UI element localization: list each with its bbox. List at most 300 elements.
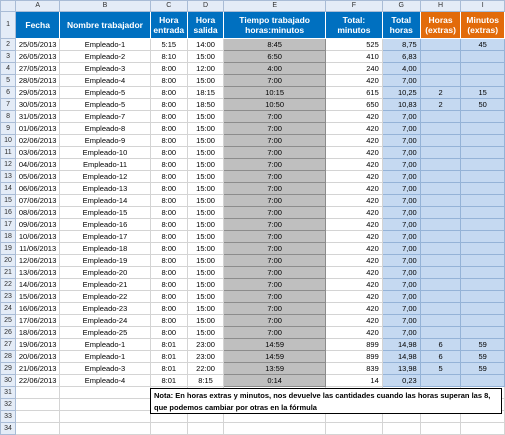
cell-total-horas[interactable]: 7,00 bbox=[382, 255, 420, 267]
cell-tiempo[interactable]: 7:00 bbox=[224, 135, 326, 147]
empty-cell[interactable] bbox=[16, 399, 60, 411]
cell-nombre[interactable]: Empleado-9 bbox=[60, 135, 150, 147]
cell-total-horas[interactable]: 7,00 bbox=[382, 291, 420, 303]
cell-salida[interactable]: 18:50 bbox=[187, 99, 223, 111]
cell-total-minutos[interactable]: 240 bbox=[326, 63, 383, 75]
cell-nombre[interactable]: Empleado-3 bbox=[60, 363, 150, 375]
cell-salida[interactable]: 8:15 bbox=[187, 375, 223, 387]
cell-total-horas[interactable]: 8,75 bbox=[382, 39, 420, 51]
cell-entrada[interactable]: 8:00 bbox=[150, 231, 187, 243]
cell-tiempo[interactable]: 7:00 bbox=[224, 159, 326, 171]
cell-entrada[interactable]: 8:00 bbox=[150, 279, 187, 291]
cell-fecha[interactable]: 04/06/2013 bbox=[16, 159, 60, 171]
cell-horas-extras[interactable] bbox=[420, 303, 461, 315]
cell-fecha[interactable]: 11/06/2013 bbox=[16, 243, 60, 255]
cell-salida[interactable]: 15:00 bbox=[187, 75, 223, 87]
cell-entrada[interactable]: 5:15 bbox=[150, 39, 187, 51]
cell-horas-extras[interactable] bbox=[420, 123, 461, 135]
cell-entrada[interactable]: 8:00 bbox=[150, 267, 187, 279]
empty-cell[interactable] bbox=[16, 411, 60, 423]
cell-nombre[interactable]: Empleado-2 bbox=[60, 51, 150, 63]
cell-total-minutos[interactable]: 420 bbox=[326, 219, 383, 231]
cell-total-horas[interactable]: 13,98 bbox=[382, 363, 420, 375]
cell-horas-extras[interactable] bbox=[420, 135, 461, 147]
row-number[interactable]: 11 bbox=[1, 147, 16, 159]
cell-entrada[interactable]: 8:00 bbox=[150, 183, 187, 195]
cell-total-minutos[interactable]: 420 bbox=[326, 255, 383, 267]
cell-total-minutos[interactable]: 420 bbox=[326, 75, 383, 87]
cell-fecha[interactable]: 16/06/2013 bbox=[16, 303, 60, 315]
row-number[interactable]: 1 bbox=[1, 12, 16, 39]
cell-tiempo[interactable]: 7:00 bbox=[224, 75, 326, 87]
cell-tiempo[interactable]: 10:50 bbox=[224, 99, 326, 111]
cell-fecha[interactable]: 13/06/2013 bbox=[16, 267, 60, 279]
cell-tiempo[interactable]: 4:00 bbox=[224, 63, 326, 75]
row-number[interactable]: 21 bbox=[1, 267, 16, 279]
cell-total-horas[interactable]: 7,00 bbox=[382, 231, 420, 243]
cell-salida[interactable]: 23:00 bbox=[187, 351, 223, 363]
select-all-corner[interactable] bbox=[1, 1, 16, 12]
cell-total-horas[interactable]: 7,00 bbox=[382, 267, 420, 279]
cell-salida[interactable]: 15:00 bbox=[187, 327, 223, 339]
column-header-f[interactable]: F bbox=[326, 1, 383, 12]
cell-salida[interactable]: 15:00 bbox=[187, 195, 223, 207]
cell-fecha[interactable]: 08/06/2013 bbox=[16, 207, 60, 219]
cell-total-minutos[interactable]: 650 bbox=[326, 99, 383, 111]
cell-total-horas[interactable]: 7,00 bbox=[382, 279, 420, 291]
cell-tiempo[interactable]: 13:59 bbox=[224, 363, 326, 375]
cell-nombre[interactable]: Empleado-1 bbox=[60, 339, 150, 351]
cell-horas-extras[interactable]: 2 bbox=[420, 87, 461, 99]
cell-minutos-extras[interactable] bbox=[461, 291, 505, 303]
note-textbox[interactable]: Nota: En horas extras y minutos, nos devuelve las cantidades cuando las horas superan las 8, que podemos cambiar por otras en la fórmula bbox=[150, 388, 502, 414]
cell-total-minutos[interactable]: 420 bbox=[326, 183, 383, 195]
empty-cell[interactable] bbox=[420, 423, 461, 435]
cell-total-minutos[interactable]: 525 bbox=[326, 39, 383, 51]
cell-tiempo[interactable]: 7:00 bbox=[224, 183, 326, 195]
column-header-i[interactable]: I bbox=[461, 1, 505, 12]
cell-fecha[interactable]: 19/06/2013 bbox=[16, 339, 60, 351]
cell-total-horas[interactable]: 7,00 bbox=[382, 315, 420, 327]
cell-minutos-extras[interactable] bbox=[461, 195, 505, 207]
cell-entrada[interactable]: 8:00 bbox=[150, 159, 187, 171]
row-number[interactable]: 25 bbox=[1, 315, 16, 327]
row-number[interactable]: 17 bbox=[1, 219, 16, 231]
header-minutos-extras[interactable]: Minutos (extras) bbox=[461, 12, 505, 39]
cell-total-horas[interactable]: 7,00 bbox=[382, 183, 420, 195]
cell-total-minutos[interactable]: 420 bbox=[326, 123, 383, 135]
cell-tiempo[interactable]: 7:00 bbox=[224, 291, 326, 303]
cell-horas-extras[interactable] bbox=[420, 315, 461, 327]
cell-tiempo[interactable]: 7:00 bbox=[224, 279, 326, 291]
cell-fecha[interactable]: 31/05/2013 bbox=[16, 111, 60, 123]
cell-salida[interactable]: 18:15 bbox=[187, 87, 223, 99]
cell-nombre[interactable]: Empleado-10 bbox=[60, 147, 150, 159]
cell-salida[interactable]: 15:00 bbox=[187, 315, 223, 327]
cell-salida[interactable]: 15:00 bbox=[187, 219, 223, 231]
cell-horas-extras[interactable] bbox=[420, 291, 461, 303]
cell-tiempo[interactable]: 7:00 bbox=[224, 195, 326, 207]
cell-nombre[interactable]: Empleado-4 bbox=[60, 75, 150, 87]
row-number[interactable]: 33 bbox=[1, 411, 16, 423]
cell-horas-extras[interactable]: 6 bbox=[420, 339, 461, 351]
row-number[interactable]: 30 bbox=[1, 375, 16, 387]
cell-nombre[interactable]: Empleado-4 bbox=[60, 375, 150, 387]
cell-entrada[interactable]: 8:01 bbox=[150, 351, 187, 363]
cell-total-horas[interactable]: 7,00 bbox=[382, 159, 420, 171]
cell-tiempo[interactable]: 7:00 bbox=[224, 219, 326, 231]
empty-cell[interactable] bbox=[60, 423, 150, 435]
cell-total-horas[interactable]: 4,00 bbox=[382, 63, 420, 75]
cell-horas-extras[interactable] bbox=[420, 279, 461, 291]
cell-total-horas[interactable]: 7,00 bbox=[382, 123, 420, 135]
cell-fecha[interactable]: 15/06/2013 bbox=[16, 291, 60, 303]
cell-salida[interactable]: 14:00 bbox=[187, 39, 223, 51]
cell-entrada[interactable]: 8:01 bbox=[150, 339, 187, 351]
cell-tiempo[interactable]: 14:59 bbox=[224, 351, 326, 363]
row-number[interactable]: 2 bbox=[1, 39, 16, 51]
empty-cell[interactable] bbox=[60, 411, 150, 423]
header-entrada[interactable]: Hora entrada bbox=[150, 12, 187, 39]
cell-salida[interactable]: 15:00 bbox=[187, 135, 223, 147]
cell-fecha[interactable]: 12/06/2013 bbox=[16, 255, 60, 267]
header-salida[interactable]: Hora salida bbox=[187, 12, 223, 39]
cell-entrada[interactable]: 8:00 bbox=[150, 243, 187, 255]
cell-tiempo[interactable]: 6:50 bbox=[224, 51, 326, 63]
cell-nombre[interactable]: Empleado-20 bbox=[60, 267, 150, 279]
cell-fecha[interactable]: 27/05/2013 bbox=[16, 63, 60, 75]
cell-fecha[interactable]: 18/06/2013 bbox=[16, 327, 60, 339]
cell-total-horas[interactable]: 0,23 bbox=[382, 375, 420, 387]
cell-tiempo[interactable]: 7:00 bbox=[224, 171, 326, 183]
cell-entrada[interactable]: 8:00 bbox=[150, 135, 187, 147]
cell-salida[interactable]: 15:00 bbox=[187, 147, 223, 159]
cell-total-minutos[interactable]: 14 bbox=[326, 375, 383, 387]
cell-nombre[interactable]: Empleado-7 bbox=[60, 111, 150, 123]
cell-horas-extras[interactable] bbox=[420, 231, 461, 243]
cell-horas-extras[interactable] bbox=[420, 195, 461, 207]
empty-cell[interactable] bbox=[150, 423, 187, 435]
cell-total-horas[interactable]: 7,00 bbox=[382, 75, 420, 87]
cell-total-minutos[interactable]: 420 bbox=[326, 207, 383, 219]
cell-salida[interactable]: 15:00 bbox=[187, 303, 223, 315]
cell-total-horas[interactable]: 14,98 bbox=[382, 339, 420, 351]
empty-cell[interactable] bbox=[60, 387, 150, 399]
cell-total-minutos[interactable]: 420 bbox=[326, 303, 383, 315]
cell-fecha[interactable]: 07/06/2013 bbox=[16, 195, 60, 207]
cell-minutos-extras[interactable] bbox=[461, 123, 505, 135]
row-number[interactable]: 8 bbox=[1, 111, 16, 123]
cell-minutos-extras[interactable] bbox=[461, 207, 505, 219]
row-number[interactable]: 9 bbox=[1, 123, 16, 135]
cell-nombre[interactable]: Empleado-22 bbox=[60, 291, 150, 303]
cell-total-minutos[interactable]: 420 bbox=[326, 171, 383, 183]
cell-minutos-extras[interactable] bbox=[461, 63, 505, 75]
cell-nombre[interactable]: Empleado-24 bbox=[60, 315, 150, 327]
cell-horas-extras[interactable]: 6 bbox=[420, 351, 461, 363]
cell-horas-extras[interactable] bbox=[420, 183, 461, 195]
cell-tiempo[interactable]: 7:00 bbox=[224, 303, 326, 315]
cell-horas-extras[interactable] bbox=[420, 243, 461, 255]
cell-salida[interactable]: 15:00 bbox=[187, 267, 223, 279]
cell-tiempo[interactable]: 0:14 bbox=[224, 375, 326, 387]
cell-minutos-extras[interactable] bbox=[461, 267, 505, 279]
cell-horas-extras[interactable] bbox=[420, 63, 461, 75]
cell-entrada[interactable]: 8:00 bbox=[150, 303, 187, 315]
row-number[interactable]: 26 bbox=[1, 327, 16, 339]
cell-tiempo[interactable]: 8:45 bbox=[224, 39, 326, 51]
cell-nombre[interactable]: Empleado-16 bbox=[60, 219, 150, 231]
cell-total-horas[interactable]: 7,00 bbox=[382, 243, 420, 255]
cell-minutos-extras[interactable] bbox=[461, 375, 505, 387]
cell-horas-extras[interactable] bbox=[420, 219, 461, 231]
cell-entrada[interactable]: 8:00 bbox=[150, 123, 187, 135]
cell-total-horas[interactable]: 7,00 bbox=[382, 111, 420, 123]
header-horas-extras[interactable]: Horas (extras) bbox=[420, 12, 461, 39]
column-header-d[interactable]: D bbox=[187, 1, 223, 12]
header-tiempo[interactable]: Tiempo trabajado horas:minutos bbox=[224, 12, 326, 39]
cell-total-horas[interactable]: 7,00 bbox=[382, 327, 420, 339]
cell-total-minutos[interactable]: 839 bbox=[326, 363, 383, 375]
cell-minutos-extras[interactable] bbox=[461, 243, 505, 255]
cell-horas-extras[interactable] bbox=[420, 39, 461, 51]
cell-horas-extras[interactable]: 5 bbox=[420, 363, 461, 375]
cell-minutos-extras[interactable]: 59 bbox=[461, 351, 505, 363]
cell-salida[interactable]: 15:00 bbox=[187, 51, 223, 63]
cell-nombre[interactable]: Empleado-25 bbox=[60, 327, 150, 339]
cell-total-minutos[interactable]: 420 bbox=[326, 267, 383, 279]
cell-minutos-extras[interactable] bbox=[461, 327, 505, 339]
cell-minutos-extras[interactable] bbox=[461, 51, 505, 63]
cell-fecha[interactable]: 22/06/2013 bbox=[16, 375, 60, 387]
row-number[interactable]: 18 bbox=[1, 231, 16, 243]
row-number[interactable]: 14 bbox=[1, 183, 16, 195]
cell-fecha[interactable]: 21/06/2013 bbox=[16, 363, 60, 375]
cell-entrada[interactable]: 8:00 bbox=[150, 195, 187, 207]
cell-entrada[interactable]: 8:00 bbox=[150, 63, 187, 75]
cell-minutos-extras[interactable] bbox=[461, 303, 505, 315]
row-number[interactable]: 31 bbox=[1, 387, 16, 399]
row-number[interactable]: 13 bbox=[1, 171, 16, 183]
column-header-c[interactable]: C bbox=[150, 1, 187, 12]
cell-salida[interactable]: 15:00 bbox=[187, 183, 223, 195]
cell-minutos-extras[interactable]: 59 bbox=[461, 363, 505, 375]
cell-minutos-extras[interactable] bbox=[461, 171, 505, 183]
cell-fecha[interactable]: 03/06/2013 bbox=[16, 147, 60, 159]
row-number[interactable]: 15 bbox=[1, 195, 16, 207]
cell-fecha[interactable]: 25/05/2013 bbox=[16, 39, 60, 51]
cell-horas-extras[interactable] bbox=[420, 111, 461, 123]
cell-tiempo[interactable]: 7:00 bbox=[224, 147, 326, 159]
cell-fecha[interactable]: 14/06/2013 bbox=[16, 279, 60, 291]
row-number[interactable]: 28 bbox=[1, 351, 16, 363]
cell-minutos-extras[interactable] bbox=[461, 183, 505, 195]
cell-horas-extras[interactable] bbox=[420, 255, 461, 267]
cell-minutos-extras[interactable] bbox=[461, 219, 505, 231]
cell-horas-extras[interactable] bbox=[420, 75, 461, 87]
cell-nombre[interactable]: Empleado-14 bbox=[60, 195, 150, 207]
column-header-g[interactable]: G bbox=[382, 1, 420, 12]
cell-horas-extras[interactable] bbox=[420, 147, 461, 159]
cell-tiempo[interactable]: 7:00 bbox=[224, 267, 326, 279]
cell-total-horas[interactable]: 10,83 bbox=[382, 99, 420, 111]
cell-tiempo[interactable]: 14:59 bbox=[224, 339, 326, 351]
cell-entrada[interactable]: 8:00 bbox=[150, 87, 187, 99]
cell-tiempo[interactable]: 10:15 bbox=[224, 87, 326, 99]
cell-minutos-extras[interactable] bbox=[461, 75, 505, 87]
row-number[interactable]: 20 bbox=[1, 255, 16, 267]
row-number[interactable]: 16 bbox=[1, 207, 16, 219]
row-number[interactable]: 6 bbox=[1, 87, 16, 99]
cell-entrada[interactable]: 8:00 bbox=[150, 171, 187, 183]
cell-fecha[interactable]: 29/05/2013 bbox=[16, 87, 60, 99]
column-header-h[interactable]: H bbox=[420, 1, 461, 12]
cell-entrada[interactable]: 8:01 bbox=[150, 375, 187, 387]
cell-fecha[interactable]: 01/06/2013 bbox=[16, 123, 60, 135]
cell-entrada[interactable]: 8:00 bbox=[150, 75, 187, 87]
cell-total-horas[interactable]: 14,98 bbox=[382, 351, 420, 363]
cell-fecha[interactable]: 09/06/2013 bbox=[16, 219, 60, 231]
column-header-a[interactable]: A bbox=[16, 1, 60, 12]
cell-minutos-extras[interactable] bbox=[461, 111, 505, 123]
empty-cell[interactable] bbox=[16, 423, 60, 435]
cell-minutos-extras[interactable] bbox=[461, 147, 505, 159]
cell-nombre[interactable]: Empleado-21 bbox=[60, 279, 150, 291]
cell-nombre[interactable]: Empleado-5 bbox=[60, 87, 150, 99]
cell-fecha[interactable]: 20/06/2013 bbox=[16, 351, 60, 363]
cell-total-horas[interactable]: 7,00 bbox=[382, 219, 420, 231]
row-number[interactable]: 29 bbox=[1, 363, 16, 375]
cell-minutos-extras[interactable]: 59 bbox=[461, 339, 505, 351]
cell-entrada[interactable]: 8:00 bbox=[150, 147, 187, 159]
cell-nombre[interactable]: Empleado-11 bbox=[60, 159, 150, 171]
cell-nombre[interactable]: Empleado-3 bbox=[60, 63, 150, 75]
cell-total-minutos[interactable]: 420 bbox=[326, 291, 383, 303]
cell-fecha[interactable]: 10/06/2013 bbox=[16, 231, 60, 243]
cell-tiempo[interactable]: 7:00 bbox=[224, 111, 326, 123]
cell-total-minutos[interactable]: 420 bbox=[326, 159, 383, 171]
header-nombre[interactable]: Nombre trabajador bbox=[60, 12, 150, 39]
cell-salida[interactable]: 15:00 bbox=[187, 231, 223, 243]
cell-nombre[interactable]: Empleado-18 bbox=[60, 243, 150, 255]
cell-total-horas[interactable]: 7,00 bbox=[382, 195, 420, 207]
row-number[interactable]: 10 bbox=[1, 135, 16, 147]
cell-entrada[interactable]: 8:00 bbox=[150, 219, 187, 231]
cell-total-minutos[interactable]: 420 bbox=[326, 195, 383, 207]
cell-tiempo[interactable]: 7:00 bbox=[224, 123, 326, 135]
cell-minutos-extras[interactable] bbox=[461, 315, 505, 327]
cell-total-minutos[interactable]: 899 bbox=[326, 339, 383, 351]
cell-minutos-extras[interactable] bbox=[461, 255, 505, 267]
cell-tiempo[interactable]: 7:00 bbox=[224, 255, 326, 267]
cell-total-horas[interactable]: 7,00 bbox=[382, 147, 420, 159]
cell-entrada[interactable]: 8:00 bbox=[150, 207, 187, 219]
cell-fecha[interactable]: 28/05/2013 bbox=[16, 75, 60, 87]
cell-minutos-extras[interactable]: 50 bbox=[461, 99, 505, 111]
cell-entrada[interactable]: 8:00 bbox=[150, 99, 187, 111]
cell-minutos-extras[interactable]: 45 bbox=[461, 39, 505, 51]
cell-salida[interactable]: 12:00 bbox=[187, 63, 223, 75]
row-number[interactable]: 12 bbox=[1, 159, 16, 171]
empty-cell[interactable] bbox=[187, 423, 223, 435]
row-number[interactable]: 24 bbox=[1, 303, 16, 315]
header-fecha[interactable]: Fecha bbox=[16, 12, 60, 39]
cell-total-minutos[interactable]: 420 bbox=[326, 327, 383, 339]
cell-salida[interactable]: 15:00 bbox=[187, 207, 223, 219]
cell-minutos-extras[interactable]: 15 bbox=[461, 87, 505, 99]
column-header-e[interactable]: E bbox=[224, 1, 326, 12]
cell-total-minutos[interactable]: 615 bbox=[326, 87, 383, 99]
cell-horas-extras[interactable] bbox=[420, 327, 461, 339]
cell-nombre[interactable]: Empleado-23 bbox=[60, 303, 150, 315]
cell-horas-extras[interactable]: 2 bbox=[420, 99, 461, 111]
cell-salida[interactable]: 15:00 bbox=[187, 171, 223, 183]
empty-cell[interactable] bbox=[224, 423, 326, 435]
cell-tiempo[interactable]: 7:00 bbox=[224, 207, 326, 219]
cell-nombre[interactable]: Empleado-1 bbox=[60, 39, 150, 51]
row-number[interactable]: 32 bbox=[1, 399, 16, 411]
cell-salida[interactable]: 15:00 bbox=[187, 291, 223, 303]
cell-minutos-extras[interactable] bbox=[461, 279, 505, 291]
cell-salida[interactable]: 15:00 bbox=[187, 123, 223, 135]
empty-cell[interactable] bbox=[461, 423, 505, 435]
cell-total-minutos[interactable]: 420 bbox=[326, 279, 383, 291]
cell-salida[interactable]: 15:00 bbox=[187, 243, 223, 255]
cell-total-horas[interactable]: 10,25 bbox=[382, 87, 420, 99]
cell-entrada[interactable]: 8:00 bbox=[150, 315, 187, 327]
empty-cell[interactable] bbox=[326, 423, 383, 435]
header-total-horas[interactable]: Total horas bbox=[382, 12, 420, 39]
row-number[interactable]: 4 bbox=[1, 63, 16, 75]
cell-total-horas[interactable]: 7,00 bbox=[382, 303, 420, 315]
row-number[interactable]: 3 bbox=[1, 51, 16, 63]
cell-nombre[interactable]: Empleado-1 bbox=[60, 351, 150, 363]
row-number[interactable]: 7 bbox=[1, 99, 16, 111]
cell-tiempo[interactable]: 7:00 bbox=[224, 315, 326, 327]
cell-fecha[interactable]: 17/06/2013 bbox=[16, 315, 60, 327]
empty-cell[interactable] bbox=[16, 387, 60, 399]
cell-salida[interactable]: 15:00 bbox=[187, 111, 223, 123]
cell-fecha[interactable]: 02/06/2013 bbox=[16, 135, 60, 147]
cell-minutos-extras[interactable] bbox=[461, 135, 505, 147]
column-header-b[interactable]: B bbox=[60, 1, 150, 12]
cell-total-minutos[interactable]: 420 bbox=[326, 111, 383, 123]
cell-total-minutos[interactable]: 899 bbox=[326, 351, 383, 363]
cell-total-minutos[interactable]: 410 bbox=[326, 51, 383, 63]
cell-entrada[interactable]: 8:00 bbox=[150, 255, 187, 267]
cell-entrada[interactable]: 8:10 bbox=[150, 51, 187, 63]
row-number[interactable]: 22 bbox=[1, 279, 16, 291]
cell-nombre[interactable]: Empleado-17 bbox=[60, 231, 150, 243]
row-number[interactable]: 19 bbox=[1, 243, 16, 255]
row-number[interactable]: 27 bbox=[1, 339, 16, 351]
cell-salida[interactable]: 15:00 bbox=[187, 255, 223, 267]
cell-nombre[interactable]: Empleado-12 bbox=[60, 171, 150, 183]
cell-horas-extras[interactable] bbox=[420, 51, 461, 63]
cell-fecha[interactable]: 05/06/2013 bbox=[16, 171, 60, 183]
cell-nombre[interactable]: Empleado-13 bbox=[60, 183, 150, 195]
row-number[interactable]: 23 bbox=[1, 291, 16, 303]
cell-entrada[interactable]: 8:00 bbox=[150, 327, 187, 339]
cell-minutos-extras[interactable] bbox=[461, 231, 505, 243]
cell-fecha[interactable]: 30/05/2013 bbox=[16, 99, 60, 111]
cell-fecha[interactable]: 26/05/2013 bbox=[16, 51, 60, 63]
cell-entrada[interactable]: 8:00 bbox=[150, 291, 187, 303]
empty-cell[interactable] bbox=[382, 423, 420, 435]
cell-nombre[interactable]: Empleado-15 bbox=[60, 207, 150, 219]
cell-horas-extras[interactable] bbox=[420, 375, 461, 387]
cell-total-minutos[interactable]: 420 bbox=[326, 243, 383, 255]
